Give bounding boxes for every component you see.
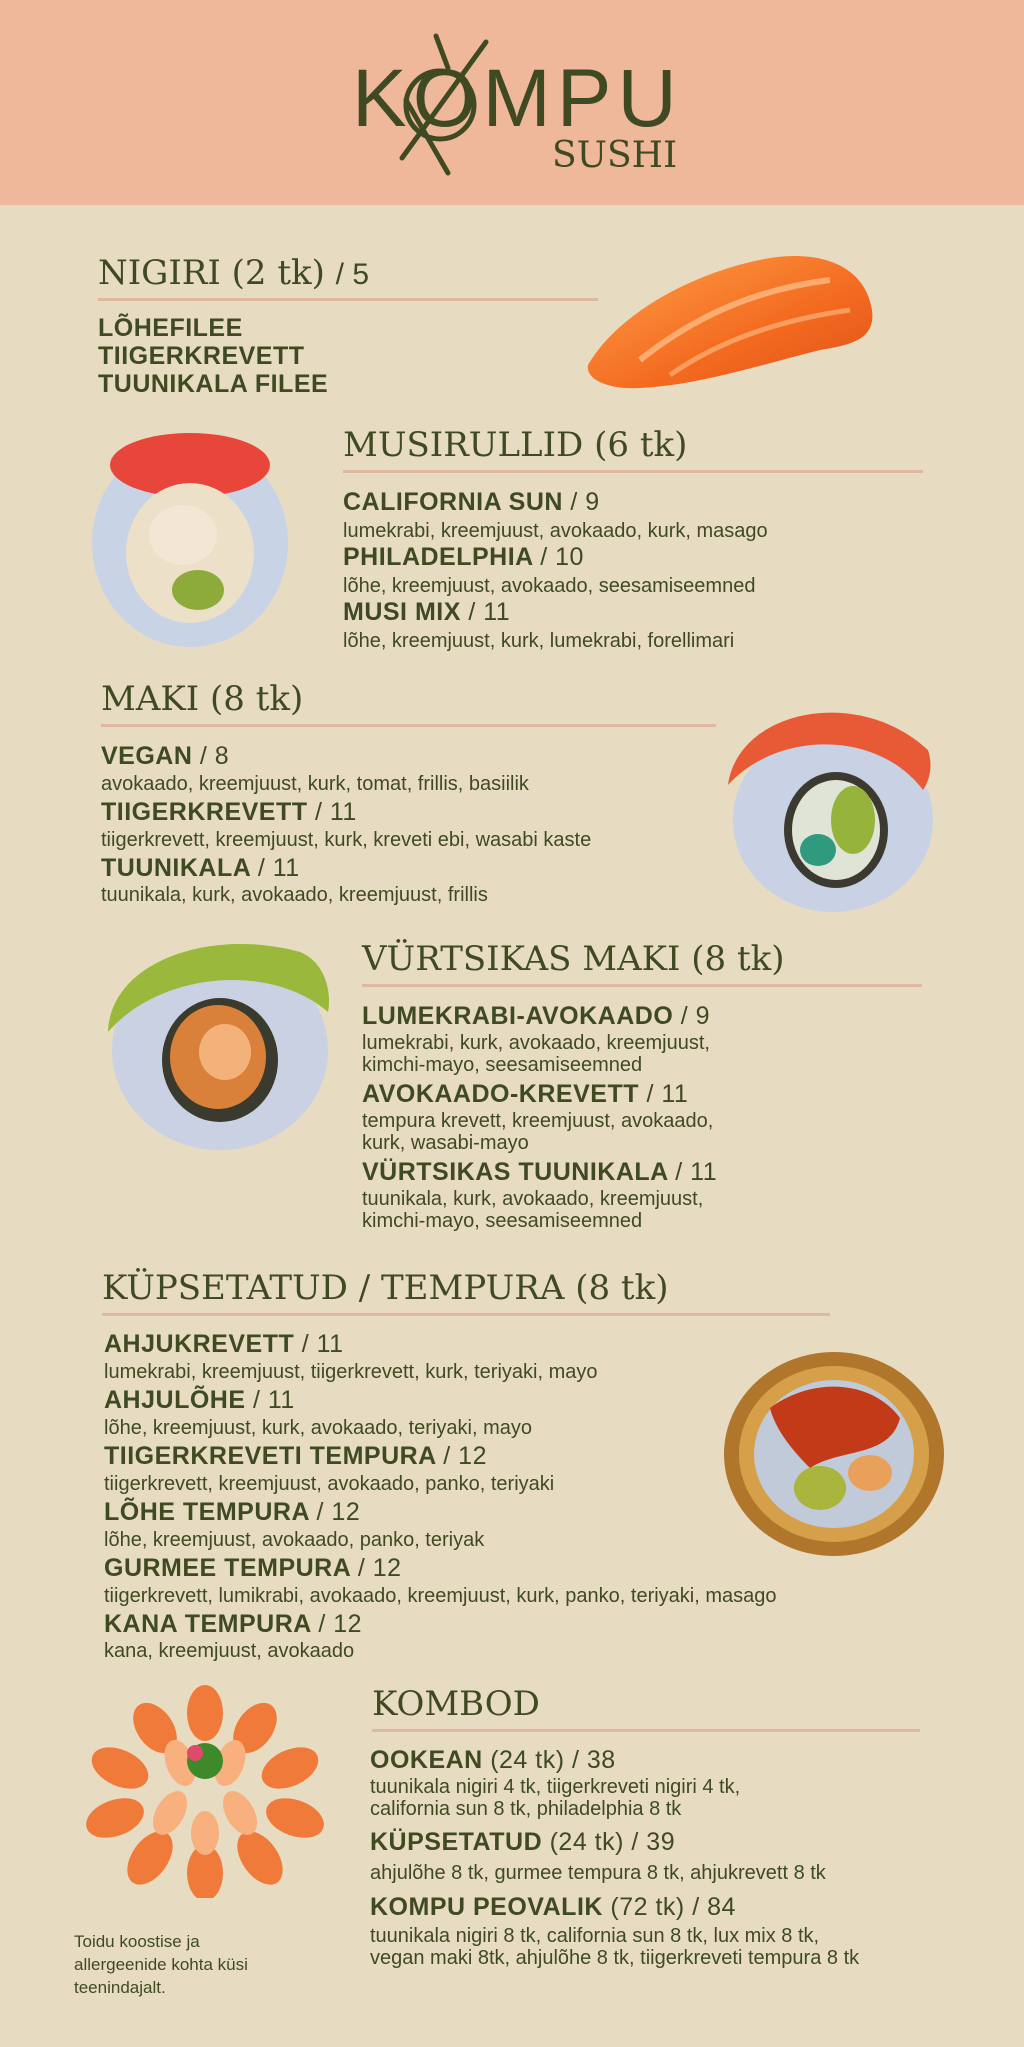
menu-item-name: MUSI MIX / 11: [343, 598, 511, 626]
menu-item-desc: lõhe, kreemjuust, kurk, lumekrabi, forellimari: [343, 630, 735, 652]
menu-item-name: OOKEAN (24 tk) / 38: [370, 1746, 616, 1774]
menu-item-name: GURMEE TEMPURA / 12: [104, 1554, 402, 1582]
combo-platter-image: [55, 1683, 355, 1898]
menu-item-name: TIIGERKREVETT / 11: [101, 798, 357, 826]
menu-item-desc: tiigerkrevett, kreemjuust, avokaado, panko, teriyaki: [104, 1473, 555, 1495]
menu-item-name: VEGAN / 8: [101, 742, 230, 770]
logo-subtitle: SUSHI: [552, 135, 678, 176]
menu-item-name: LÕHE TEMPURA / 12: [104, 1498, 361, 1526]
nigiri-item: LÕHEFILEE: [98, 314, 243, 342]
menu-item-desc: lõhe, kreemjuust, avokaado, seesamiseemned: [343, 575, 756, 597]
logo-text: KOMPU: [352, 53, 683, 144]
menu-item-desc: california sun 8 tk, philadelphia 8 tk: [370, 1798, 682, 1820]
kombod-title: KOMBOD: [372, 1684, 540, 1724]
divider: [101, 724, 716, 727]
menu-item-desc: vegan maki 8tk, ahjulõhe 8 tk, tiigerkreveti tempura 8 tk: [370, 1947, 860, 1969]
menu-item-desc: tempura krevett, kreemjuust, avokaado,: [362, 1110, 714, 1132]
menu-item-name: TUUNIKALA / 11: [101, 854, 300, 882]
menu-item-name: PHILADELPHIA / 10: [343, 543, 584, 571]
menu-item-desc: lõhe, kreemjuust, avokaado, panko, teriyak: [104, 1529, 485, 1551]
menu-item-desc: lumekrabi, kurk, avokaado, kreemjuust,: [362, 1032, 710, 1054]
menu-item-name: AHJUKREVETT / 11: [104, 1330, 344, 1358]
menu-item-desc: tuunikala nigiri 4 tk, tiigerkreveti nigiri 4 tk,: [370, 1776, 741, 1798]
maki-title: MAKI (8 tk): [101, 679, 304, 719]
california-roll-image: [88, 425, 293, 650]
menu-item-name: KÜPSETATUD (24 tk) / 39: [370, 1828, 676, 1856]
divider: [362, 984, 922, 987]
kupsetatud-title: KÜPSETATUD / TEMPURA (8 tk): [102, 1268, 669, 1308]
menu-item-desc: kurk, wasabi-mayo: [362, 1132, 529, 1154]
menu-item-desc: tuunikala, kurk, avokaado, kreemjuust, frillis: [101, 884, 488, 906]
tempura-roll-image: [720, 1348, 948, 1560]
menu-item-desc: tiigerkrevett, lumikrabi, avokaado, kreemjuust, kurk, panko, teriyaki, masago: [104, 1585, 777, 1607]
menu-item-name: AHJULÕHE / 11: [104, 1386, 295, 1414]
menu-item-name: AVOKAADO-KREVETT / 11: [362, 1080, 689, 1108]
menu-item-desc: lumekrabi, kreemjuust, avokaado, kurk, masago: [343, 520, 768, 542]
salmon-roll-image: [718, 690, 938, 915]
avocado-roll-image: [100, 932, 335, 1157]
menu-item-desc: lõhe, kreemjuust, kurk, avokaado, teriyaki, mayo: [104, 1417, 532, 1439]
menu-item-desc: tiigerkrevett, kreemjuust, kurk, kreveti ebi, wasabi kaste: [101, 829, 592, 851]
menu-item-name: LUMEKRABI-AVOKAADO / 9: [362, 1002, 711, 1030]
menu-item-desc: tuunikala, kurk, avokaado, kreemjuust,: [362, 1188, 704, 1210]
divider: [102, 1313, 830, 1316]
menu-item-name: VÜRTSIKAS TUUNIKALA / 11: [362, 1158, 718, 1186]
menu-item-desc: ahjulõhe 8 tk, gurmee tempura 8 tk, ahjukrevett 8 tk: [370, 1862, 826, 1884]
divider: [98, 298, 598, 301]
allergy-note: Toidu koostise ja allergeenide kohta küsi teenindajalt.: [74, 1932, 248, 1997]
menu-item-desc: kimchi-mayo, seesamiseemned: [362, 1054, 643, 1076]
nigiri-item: TUUNIKALA FILEE: [98, 370, 329, 398]
menu-item-desc: tuunikala nigiri 8 tk, california sun 8 tk, lux mix 8 tk,: [370, 1925, 820, 1947]
nigiri-title: NIGIRI (2 tk) / 5: [98, 253, 370, 293]
menu-item-desc: avokaado, kreemjuust, kurk, tomat, frillis, basiilik: [101, 773, 529, 795]
menu-item-name: CALIFORNIA SUN / 9: [343, 488, 600, 516]
divider: [372, 1729, 920, 1732]
salmon-nigiri-image: [580, 250, 880, 390]
menu-item-name: KANA TEMPURA / 12: [104, 1610, 363, 1638]
menu-item-desc: kana, kreemjuust, avokaado: [104, 1640, 355, 1662]
menu-item-desc: lumekrabi, kreemjuust, tiigerkrevett, kurk, teriyaki, mayo: [104, 1361, 598, 1383]
menu-item-desc: kimchi-mayo, seesamiseemned: [362, 1210, 643, 1232]
musirullid-title: MUSIRULLID (6 tk): [343, 425, 688, 465]
menu-item-name: TIIGERKREVETI TEMPURA / 12: [104, 1442, 487, 1470]
nigiri-item: TIIGERKREVETT: [98, 342, 305, 370]
vurtsikas-maki-title: VÜRTSIKAS MAKI (8 tk): [362, 939, 785, 979]
divider: [343, 470, 923, 473]
menu-item-name: KOMPU PEOVALIK (72 tk) / 84: [370, 1893, 736, 1921]
